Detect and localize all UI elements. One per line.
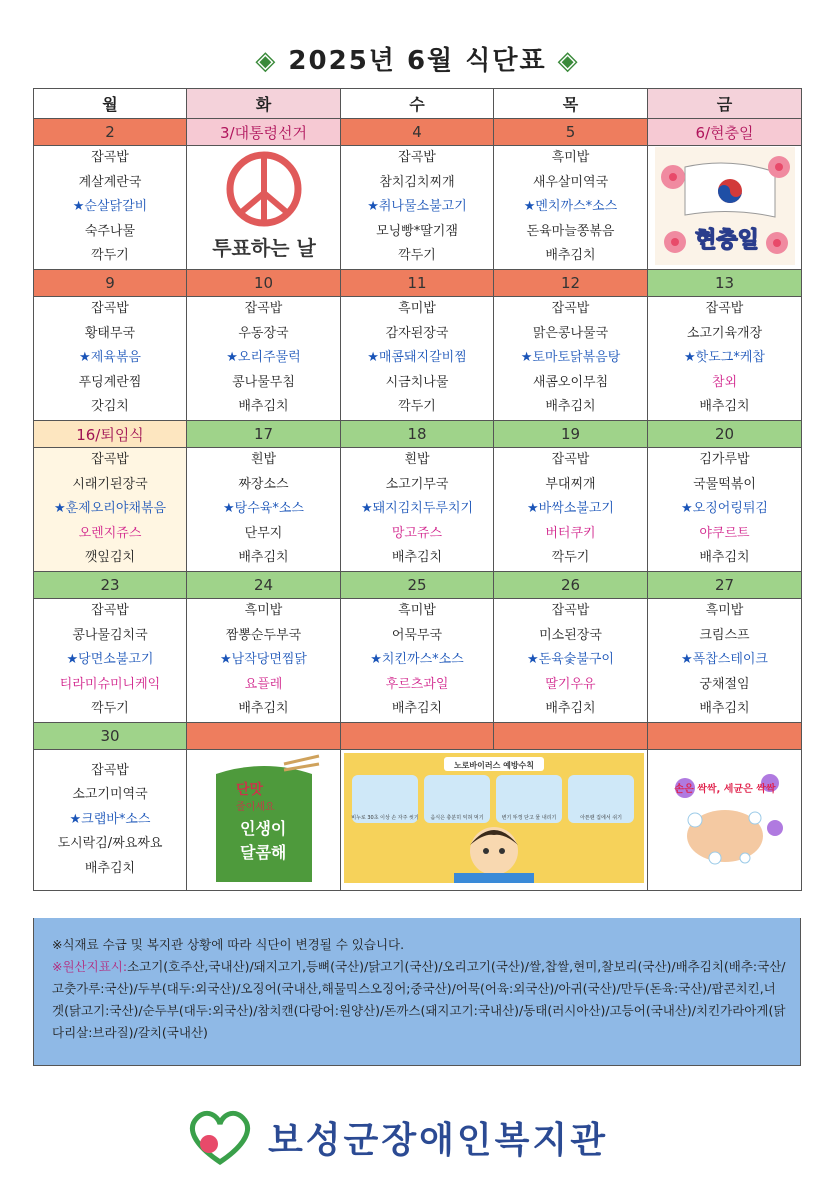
- date-cell: 3/대통령선거: [187, 119, 341, 146]
- norovirus-title: 노로바이러스 예방수칙: [453, 761, 535, 770]
- menu-cell: [341, 448, 494, 572]
- menu-cell: [494, 146, 648, 270]
- menu-item-main: ★제육볶음: [79, 350, 141, 366]
- menu-item: 단무지: [244, 525, 283, 541]
- menu-item-main: ★토마토닭볶음탕: [520, 350, 621, 366]
- menu-item: 콩나물김치국: [72, 627, 148, 643]
- norovirus-tip: 음식은 충분히 익혀 먹기: [430, 815, 484, 821]
- menu-item-part: 도시락김/짜요짜요: [57, 836, 163, 852]
- diamond-icon-left: ◈: [255, 46, 278, 76]
- date-cell: 26: [494, 572, 648, 599]
- menu-item: 배추김치: [238, 701, 289, 717]
- menu-cell: [341, 146, 494, 270]
- menu-item: 흰밥: [404, 452, 430, 468]
- menu-item-dessert: 티라미슈미니케익: [59, 676, 161, 692]
- menu-item: 깍두기: [551, 550, 590, 566]
- menu-item-main: ★치킨까스*소스: [370, 652, 464, 668]
- menu-item: 국물떡볶이: [693, 476, 756, 492]
- date-cell: [187, 723, 341, 750]
- menu-cell: [34, 448, 187, 572]
- date-cell: 24: [187, 572, 341, 599]
- menu-calendar: [33, 88, 802, 891]
- vote-day-text: 투표하는 날: [211, 235, 316, 260]
- date-cell: 25: [341, 572, 494, 599]
- menu-item-dessert: 야쿠르트: [699, 525, 750, 541]
- menu-cell: [34, 750, 187, 891]
- menu-item: 배추김치: [84, 860, 136, 876]
- vote-day-image: [187, 146, 341, 270]
- menu-cell: [341, 297, 494, 421]
- menu-item: 숙주나물: [84, 223, 136, 239]
- menu-cell: [494, 448, 648, 572]
- menu-item: 잡곡밥: [244, 301, 283, 317]
- menu-row: [34, 146, 802, 270]
- date-row: [34, 421, 802, 448]
- menu-item: 짬뽕순두부국: [225, 627, 302, 643]
- menu-item-main: ★오징어링튀김: [680, 501, 768, 517]
- date-row: [34, 119, 802, 146]
- menu-item: 갓김치: [91, 399, 129, 415]
- menu-item: 흑미밥: [398, 603, 436, 619]
- date-cell: 20: [648, 421, 802, 448]
- menu-item: 잡곡밥: [398, 150, 436, 166]
- menu-item: 잡곡밥: [551, 301, 590, 317]
- menu-row: [34, 750, 802, 891]
- date-cell: 5: [494, 119, 648, 146]
- menu-item-main: ★폭찹스테이크: [680, 652, 768, 668]
- handwash-icon: [655, 758, 795, 878]
- menu-item: 시금치나물: [385, 374, 449, 390]
- menu-item: 소고기육개장: [686, 325, 763, 341]
- menu-item-main: ★돈육숯불구이: [526, 652, 614, 668]
- menu-item: 배추김치: [238, 550, 289, 566]
- menu-item: 잡곡밥: [91, 452, 129, 468]
- menu-item: 잡곡밥: [91, 150, 129, 166]
- date-cell: 13: [648, 270, 802, 297]
- menu-item: 김가루밥: [699, 452, 750, 468]
- page-title: [0, 40, 835, 77]
- menu-item-main: ★크랩바*소스: [69, 811, 151, 827]
- menu-item: 잡곡밥: [91, 762, 129, 778]
- date-row: [34, 723, 802, 750]
- menu-item: 흑미밥: [705, 603, 744, 619]
- menu-row: [34, 297, 802, 421]
- menu-item: 깻잎김치: [84, 550, 136, 566]
- menu-row: [34, 448, 802, 572]
- menu-item: 잡곡밥: [91, 301, 129, 317]
- date-cell: 4: [341, 119, 494, 146]
- sugar-text-2: 줄이세요: [235, 802, 275, 813]
- date-cell: 23: [34, 572, 187, 599]
- menu-item: 깍두기: [398, 248, 436, 264]
- notice-line: ※식재료 수급 및 복지관 상황에 따라 식단이 변경될 수 있습니다.: [52, 937, 405, 952]
- menu-item: 콩나물무침: [232, 374, 295, 390]
- menu-item-main: ★멘치까스*소스: [523, 199, 618, 215]
- menu-item: 짜장소스: [238, 476, 289, 492]
- date-cell: 10: [187, 270, 341, 297]
- date-cell: 16/퇴임식: [34, 421, 187, 448]
- menu-item: 배추김치: [391, 701, 443, 717]
- menu-item: 어묵무국: [391, 627, 443, 643]
- menu-item: 미소된장국: [539, 627, 602, 643]
- weekday-mon: 월: [34, 89, 187, 119]
- sugar-text-4: 달콤해: [239, 843, 286, 862]
- menu-cell: [648, 297, 802, 421]
- menu-cell: [494, 297, 648, 421]
- menu-cell: [187, 599, 341, 723]
- menu-item: 잡곡밥: [91, 603, 129, 619]
- menu-item-main: ★남작당면찜닭: [219, 652, 307, 668]
- origin-label: ※원산지표시:: [52, 959, 128, 974]
- date-cell: 30: [34, 723, 187, 750]
- sugar-text-1: 단맛: [235, 782, 263, 798]
- menu-item: 계살계란국: [78, 174, 142, 190]
- menu-item-main: ★취나물소불고기: [367, 199, 467, 215]
- menu-item-main: ★순살닭갈비: [72, 199, 148, 215]
- menu-item: 깍두기: [91, 701, 129, 717]
- sugar-campaign-image: [187, 750, 341, 891]
- menu-item-dessert: 참외: [711, 374, 738, 390]
- menu-item: 배추김치: [391, 550, 443, 566]
- menu-item-main: ★매콤돼지갈비찜: [367, 350, 467, 366]
- menu-item-main: ★훈제오리야채볶음: [53, 501, 167, 517]
- menu-item-dessert: 버터쿠키: [545, 525, 596, 541]
- date-cell: [494, 723, 648, 750]
- weekday-fri: 금: [648, 89, 802, 119]
- menu-item: 배추김치: [545, 701, 596, 717]
- menu-item: 새우살미역국: [532, 174, 609, 190]
- menu-item-main: ★돼지김치두루치기: [360, 501, 474, 517]
- menu-cell: [34, 297, 187, 421]
- menu-item: 배추김치: [545, 248, 596, 264]
- organization-name: 보성군장애인복지관: [268, 1120, 608, 1161]
- weekday-thu: 목: [494, 89, 648, 119]
- menu-item: 감자된장국: [385, 325, 449, 341]
- menu-item-dessert: 후르츠과일: [385, 676, 449, 692]
- menu-item: 돈육마늘쫑볶음: [526, 223, 615, 239]
- date-row: [34, 270, 802, 297]
- menu-item-main: ★당면소불고기: [66, 652, 154, 668]
- weekday-wed: 수: [341, 89, 494, 119]
- date-cell: 18: [341, 421, 494, 448]
- menu-item-dessert: 딸기우유: [545, 676, 596, 692]
- date-cell: 12: [494, 270, 648, 297]
- menu-item: 궁채절임: [699, 676, 750, 692]
- memorial-flag-icon: [655, 147, 795, 265]
- date-cell: 11: [341, 270, 494, 297]
- handwash-image: [648, 750, 802, 891]
- menu-item: 깍두기: [91, 248, 129, 264]
- date-cell: [341, 723, 494, 750]
- date-cell: 2: [34, 119, 187, 146]
- date-cell: 27: [648, 572, 802, 599]
- date-row: [34, 572, 802, 599]
- menu-item-main: ★바싹소불고기: [526, 501, 614, 517]
- origin-label-line: [52, 956, 786, 1044]
- menu-cell: [34, 599, 187, 723]
- menu-item: 소고기미역국: [72, 787, 148, 803]
- menu-item-main: ★오리주물럭: [226, 350, 301, 366]
- title-text: 2025년 6월 식단표: [288, 46, 547, 76]
- menu-item: 우동장국: [238, 325, 289, 341]
- menu-item: 흑미밥: [398, 301, 436, 317]
- norovirus-poster-icon: [344, 753, 644, 883]
- origin-text: 소고기(호주산,국내산)/돼지고기,등뼈(국산)/닭고기(국산)/오리고기(국산)/쌀,찹쌀,현미,찰보리(국산)/배추김치(배추:국산/고춧가루:국산)/두부(대두:외국산)/오징어(국내산,해물믹스오징어;중국산)/어묵(어육:외국산)/아귀(국산)/만두(돈육:국산)/팝콘치킨,너겟(닭고기:국산)/순두부(대두:외국산)/참치캔(다랑어:원양산)/돈까스(돼지고기:국내산)/동태(러시아산)/고등어(국내산)/치킨가라아게(닭다리살:브라질)/갈치(국내산): [52, 959, 786, 1040]
- menu-item: [34, 832, 186, 857]
- menu-item: 모닝빵*딸기잼: [376, 223, 458, 239]
- date-cell: 9: [34, 270, 187, 297]
- menu-item: 잡곡밥: [551, 603, 590, 619]
- menu-row: [34, 599, 802, 723]
- date-cell: [648, 723, 802, 750]
- menu-item: 배추김치: [699, 550, 750, 566]
- menu-item-dessert: 요플레: [244, 676, 283, 692]
- menu-item: 배추김치: [545, 399, 596, 415]
- date-cell: 6/현충일: [648, 119, 802, 146]
- menu-cell: [187, 448, 341, 572]
- menu-cell: [34, 146, 187, 270]
- menu-item: 흑미밥: [551, 150, 590, 166]
- menu-cell: [187, 297, 341, 421]
- menu-cell: [648, 448, 802, 572]
- menu-item-main: ★핫도그*케찹: [684, 350, 765, 366]
- weekday-tue: 화: [187, 89, 341, 119]
- vote-symbol-icon: [194, 147, 334, 265]
- menu-item: 깍두기: [398, 399, 436, 415]
- organization-logo-icon: [185, 1106, 255, 1166]
- menu-cell: [494, 599, 648, 723]
- sugar-text-3: 인생이: [239, 819, 286, 838]
- notice-box: [33, 918, 801, 1066]
- date-cell: 19: [494, 421, 648, 448]
- menu-item: 새콤오이무침: [532, 374, 609, 390]
- menu-item-dessert: 오렌지쥬스: [78, 525, 142, 541]
- diamond-icon-right: ◈: [557, 46, 580, 76]
- date-cell: 17: [187, 421, 341, 448]
- menu-cell: [648, 599, 802, 723]
- menu-item: 배추김치: [699, 399, 750, 415]
- menu-item: 배추김치: [699, 701, 750, 717]
- memorial-day-text: 현충일: [694, 227, 759, 253]
- norovirus-tip: 변기 뚜껑 닫고 물 내리기: [501, 815, 557, 821]
- menu-item: 배추김치: [238, 399, 289, 415]
- norovirus-tip: 아픈땐 집에서 쉬기: [580, 815, 622, 821]
- menu-item: 잡곡밥: [705, 301, 744, 317]
- menu-item-dessert: 망고쥬스: [391, 525, 443, 541]
- menu-item: 부대찌개: [545, 476, 596, 492]
- menu-item: 소고기무국: [385, 476, 449, 492]
- menu-item: 잡곡밥: [551, 452, 590, 468]
- norovirus-poster: [341, 750, 648, 891]
- menu-cell: [341, 599, 494, 723]
- menu-item: 흑미밥: [244, 603, 283, 619]
- memorial-day-image: [648, 146, 802, 270]
- menu-item: 흰밥: [250, 452, 277, 468]
- menu-item-main: ★탕수육*소스: [223, 501, 304, 517]
- handwash-text: 손은 싹싹, 세균은 싹싹: [673, 784, 776, 795]
- menu-item: 시래기된장국: [72, 476, 148, 492]
- weekday-header-row: [34, 89, 802, 119]
- menu-item: 참치김치찌개: [379, 174, 455, 190]
- menu-item: 맑은콩나물국: [532, 325, 609, 341]
- menu-item: 크림스프: [699, 627, 750, 643]
- menu-item: 푸딩계란찜: [78, 374, 142, 390]
- norovirus-tip: 비누로 30초 이상 손 자주 씻기: [351, 815, 419, 821]
- menu-item: 황태무국: [84, 325, 136, 341]
- sugar-campaign-icon: [194, 754, 334, 882]
